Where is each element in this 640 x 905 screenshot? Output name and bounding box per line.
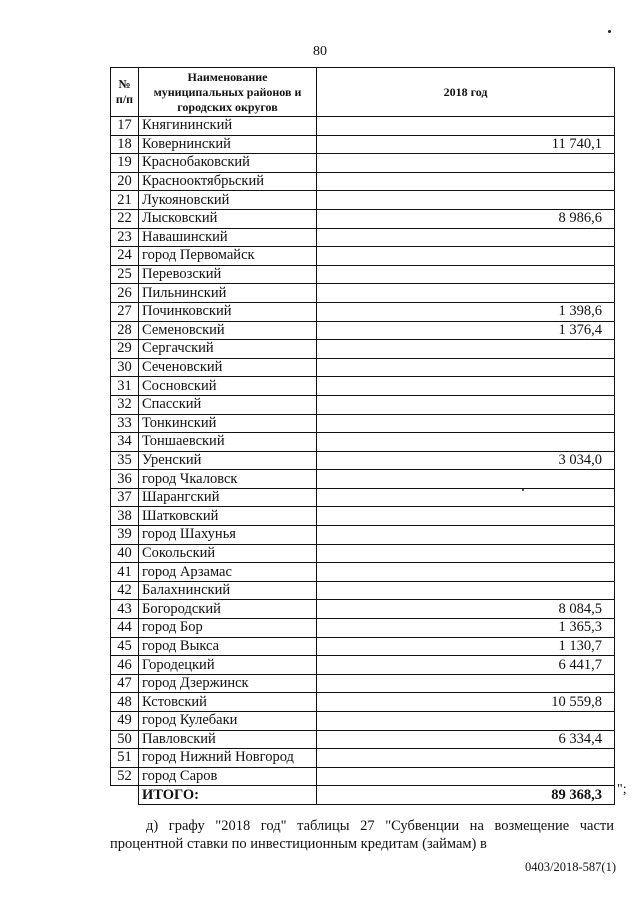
table-row	[111, 433, 615, 452]
table-row	[111, 247, 615, 266]
row-number: 42	[111, 581, 139, 600]
row-number: 21	[111, 191, 139, 210]
row-amount	[317, 488, 615, 507]
row-number: 48	[111, 693, 139, 712]
row-number: 43	[111, 600, 139, 619]
row-amount	[317, 749, 615, 768]
row-amount	[317, 377, 615, 396]
row-amount	[317, 767, 615, 786]
row-number: 24	[111, 247, 139, 266]
municipality-name: Богородский	[139, 600, 317, 619]
municipality-name: Балахнинский	[139, 581, 317, 600]
municipality-name: город Выкса	[139, 637, 317, 656]
municipality-name: Пильнинский	[139, 284, 317, 303]
row-amount	[317, 247, 615, 266]
row-amount: 6 334,4	[317, 730, 615, 749]
table-row	[111, 358, 615, 377]
municipality-name: Шатковский	[139, 507, 317, 526]
scan-speck	[608, 30, 611, 33]
table-row	[111, 377, 615, 396]
table-row	[111, 395, 615, 414]
row-amount: 1 365,3	[317, 619, 615, 638]
table-header	[111, 68, 615, 117]
row-amount: 1 398,6	[317, 302, 615, 321]
table-row	[111, 321, 615, 340]
table-row	[111, 693, 615, 712]
table-row	[111, 414, 615, 433]
municipality-name: город Чкаловск	[139, 470, 317, 489]
closing-quote: ";	[617, 782, 627, 797]
row-number: 36	[111, 470, 139, 489]
row-amount	[317, 172, 615, 191]
row-amount	[317, 191, 615, 210]
row-amount	[317, 414, 615, 433]
row-number: 37	[111, 488, 139, 507]
row-number: 18	[111, 135, 139, 154]
row-amount	[317, 395, 615, 414]
municipality-name: Сергачский	[139, 340, 317, 359]
row-number: 40	[111, 544, 139, 563]
municipality-name: Перевозский	[139, 265, 317, 284]
municipality-name: Сеченовский	[139, 358, 317, 377]
row-amount	[317, 470, 615, 489]
row-amount	[317, 507, 615, 526]
municipality-name: Навашинский	[139, 228, 317, 247]
row-number: 19	[111, 154, 139, 173]
row-number: 34	[111, 433, 139, 452]
row-amount	[317, 358, 615, 377]
table-row	[111, 302, 615, 321]
table-row	[111, 228, 615, 247]
municipality-name: Краснооктябрьский	[139, 172, 317, 191]
total-label: ИТОГО:	[139, 786, 317, 805]
row-number: 26	[111, 284, 139, 303]
table-row	[111, 451, 615, 470]
row-number: 25	[111, 265, 139, 284]
municipality-name: Ковернинский	[139, 135, 317, 154]
row-number: 41	[111, 563, 139, 582]
table-row	[111, 600, 615, 619]
row-number: 49	[111, 712, 139, 731]
row-amount: 1 376,4	[317, 321, 615, 340]
row-number: 17	[111, 117, 139, 136]
row-amount: 11 740,1	[317, 135, 615, 154]
table-row	[111, 637, 615, 656]
row-number: 44	[111, 619, 139, 638]
row-number: 33	[111, 414, 139, 433]
table-row	[111, 265, 615, 284]
row-number: 52	[111, 767, 139, 786]
row-amount: 8 986,6	[317, 209, 615, 228]
row-number: 27	[111, 302, 139, 321]
row-amount	[317, 563, 615, 582]
row-number: 30	[111, 358, 139, 377]
row-number: 32	[111, 395, 139, 414]
row-amount	[317, 581, 615, 600]
table-row	[111, 209, 615, 228]
table-row	[111, 172, 615, 191]
municipality-name: Семеновский	[139, 321, 317, 340]
row-number: 47	[111, 674, 139, 693]
row-amount: 3 034,0	[317, 451, 615, 470]
page-number: 80	[313, 44, 327, 59]
municipality-name: Княгининский	[139, 117, 317, 136]
table-row	[111, 749, 615, 768]
table-row	[111, 581, 615, 600]
municipality-name: Павловский	[139, 730, 317, 749]
row-amount	[317, 433, 615, 452]
table-row	[111, 470, 615, 489]
municipality-name: город Арзамас	[139, 563, 317, 582]
header-year: 2018 год	[317, 68, 615, 117]
row-number: 22	[111, 209, 139, 228]
municipality-name: Шарангский	[139, 488, 317, 507]
municipality-name: Тонкинский	[139, 414, 317, 433]
total-row	[111, 786, 615, 805]
row-number: 29	[111, 340, 139, 359]
municipality-name: Тоншаевский	[139, 433, 317, 452]
table-row	[111, 656, 615, 675]
table-body	[111, 117, 615, 786]
municipality-name: город Нижний Новгород	[139, 749, 317, 768]
total-empty-cell	[111, 786, 139, 805]
amendment-paragraph: д) графу "2018 год" таблицы 27 "Субвенции на возмещение части процентной ставки по инвестиционным кредитам (займам) в	[110, 818, 614, 852]
table-row	[111, 730, 615, 749]
municipality-name: город Шахунья	[139, 526, 317, 545]
table-row	[111, 712, 615, 731]
row-amount	[317, 526, 615, 545]
row-number: 51	[111, 749, 139, 768]
row-number: 39	[111, 526, 139, 545]
table-row	[111, 674, 615, 693]
table-row	[111, 563, 615, 582]
table-row	[111, 284, 615, 303]
municipality-name: Уренский	[139, 451, 317, 470]
header-number: № п/п	[111, 68, 139, 117]
municipality-name: Спасский	[139, 395, 317, 414]
table-row	[111, 544, 615, 563]
row-number: 20	[111, 172, 139, 191]
document-code: 0403/2018-587(1)	[525, 860, 616, 874]
municipality-name: город Саров	[139, 767, 317, 786]
row-amount	[317, 712, 615, 731]
municipality-name: город Бор	[139, 619, 317, 638]
table-row	[111, 135, 615, 154]
table-row	[111, 117, 615, 136]
row-amount	[317, 544, 615, 563]
row-amount: 10 559,8	[317, 693, 615, 712]
table-row	[111, 619, 615, 638]
row-number: 45	[111, 637, 139, 656]
row-number: 31	[111, 377, 139, 396]
subsidy-table	[110, 67, 615, 805]
row-amount	[317, 265, 615, 284]
row-amount: 8 084,5	[317, 600, 615, 619]
table-row	[111, 507, 615, 526]
row-number: 28	[111, 321, 139, 340]
municipality-name: Сокольский	[139, 544, 317, 563]
municipality-name: Кстовский	[139, 693, 317, 712]
municipality-name: Починковский	[139, 302, 317, 321]
table-row	[111, 767, 615, 786]
row-amount	[317, 117, 615, 136]
municipality-name: Сосновский	[139, 377, 317, 396]
table-row	[111, 488, 615, 507]
municipality-name: Лысковский	[139, 209, 317, 228]
municipality-name: город Дзержинск	[139, 674, 317, 693]
table-row	[111, 154, 615, 173]
table-row	[111, 191, 615, 210]
row-amount: 1 130,7	[317, 637, 615, 656]
table-row	[111, 340, 615, 359]
row-amount	[317, 340, 615, 359]
row-number: 35	[111, 451, 139, 470]
row-amount	[317, 284, 615, 303]
municipality-name: Городецкий	[139, 656, 317, 675]
row-number: 50	[111, 730, 139, 749]
header-municipality: Наименование муниципальных районов и городских округов	[139, 68, 317, 117]
row-amount	[317, 674, 615, 693]
table-row	[111, 526, 615, 545]
municipality-name: город Первомайск	[139, 247, 317, 266]
municipality-name: Лукояновский	[139, 191, 317, 210]
row-number: 38	[111, 507, 139, 526]
row-amount	[317, 154, 615, 173]
municipality-name: город Кулебаки	[139, 712, 317, 731]
municipality-name: Краснобаковский	[139, 154, 317, 173]
row-amount	[317, 228, 615, 247]
row-amount: 6 441,7	[317, 656, 615, 675]
row-number: 46	[111, 656, 139, 675]
total-value: 89 368,3	[317, 786, 615, 805]
row-number: 23	[111, 228, 139, 247]
